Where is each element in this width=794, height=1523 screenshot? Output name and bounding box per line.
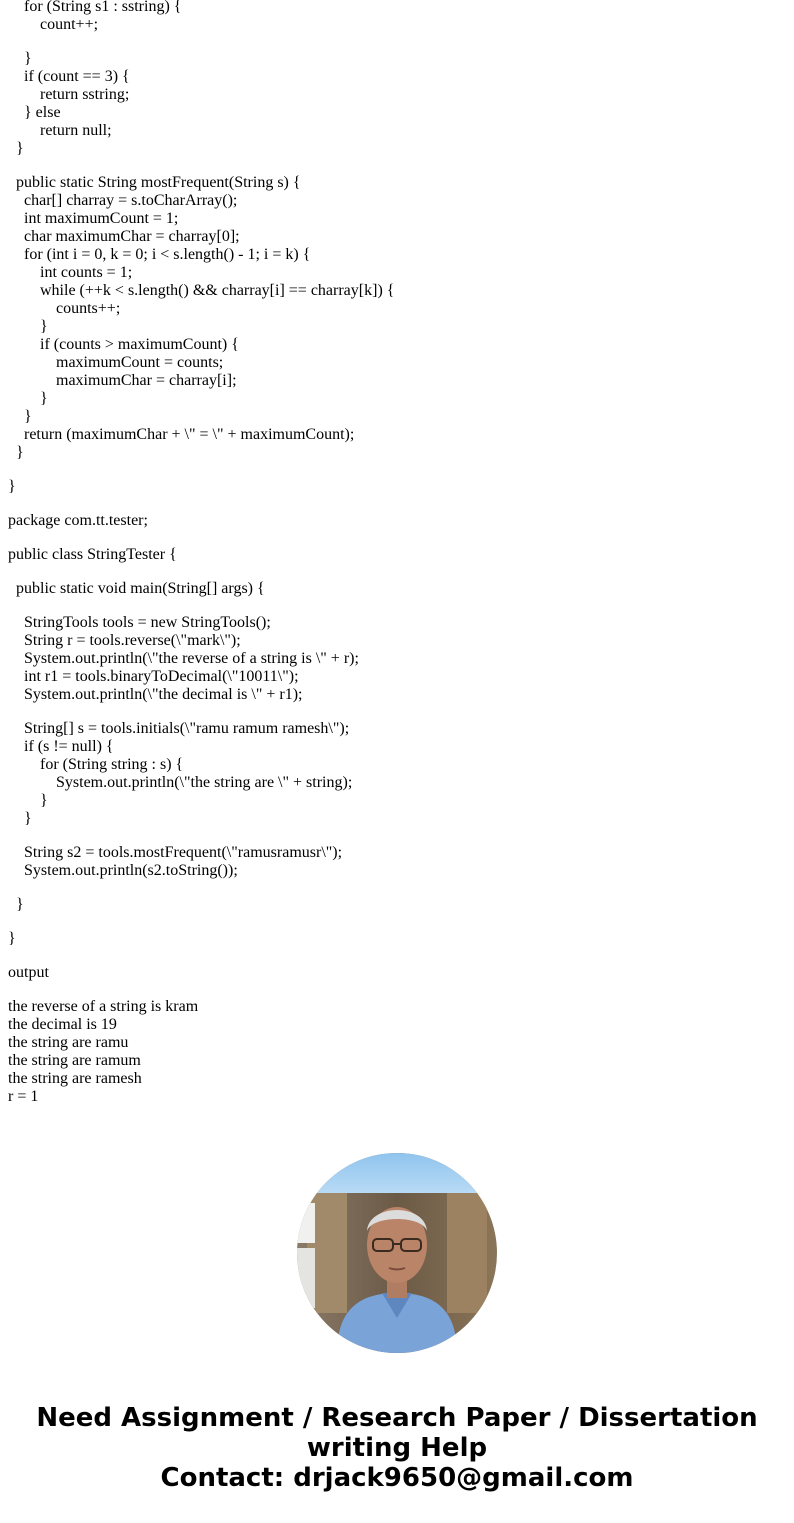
code-line: } — [8, 930, 16, 947]
code-line: } — [8, 318, 48, 335]
code-line: count++; — [8, 16, 99, 33]
footer-contact: Contact: drjack9650@gmail.com — [160, 1463, 634, 1493]
code-line: public class StringTester { — [8, 546, 177, 563]
code-line: public static String mostFrequent(String s) { — [8, 174, 301, 191]
code-line: if (counts > maximumCount) { — [8, 336, 239, 353]
code-line: for (int i = 0, k = 0; i < s.length() - 1; i = k) { — [8, 246, 311, 263]
blank-line — [8, 948, 788, 964]
code-line: } — [8, 896, 24, 913]
blank-line — [8, 880, 788, 896]
blank-line — [8, 828, 788, 844]
code-line: while (++k < s.length() && charray[i] == charray[k]) { — [8, 282, 395, 299]
code-line: the decimal is 19 — [8, 1016, 117, 1033]
code-line: } — [8, 50, 32, 67]
code-line: String[] s = tools.initials(\"ramu ramum ramesh\"); — [8, 720, 350, 737]
code-line: the string are ramu — [8, 1034, 129, 1051]
code-line: StringTools tools = new StringTools(); — [8, 614, 271, 631]
blank-line — [8, 34, 788, 50]
code-line: int counts = 1; — [8, 264, 133, 281]
code-line: counts++; — [8, 300, 121, 317]
code-line: } — [8, 140, 24, 157]
code-line: if (s != null) { — [8, 738, 114, 755]
code-line: } else — [8, 104, 61, 121]
code-line: public static void main(String[] args) { — [8, 580, 265, 597]
code-line: for (String s1 : sstring) { — [8, 0, 182, 15]
footer-ad — [0, 1403, 794, 1493]
code-line: return null; — [8, 122, 112, 139]
code-line: System.out.println(\"the reverse of a string is \" + r); — [8, 650, 359, 667]
code-line: String r = tools.reverse(\"mark\"); — [8, 632, 241, 649]
code-line: } — [8, 444, 24, 461]
code-line: System.out.println(\"the decimal is \" + r1); — [8, 686, 303, 703]
blank-line — [8, 158, 788, 174]
code-line: } — [8, 810, 32, 827]
footer-line-1: Need Assignment / Research Paper / Dissertation — [36, 1403, 758, 1433]
code-line: the string are ramum — [8, 1052, 141, 1069]
code-line: maximumCount = counts; — [8, 354, 224, 371]
code-line: the reverse of a string is kram — [8, 998, 199, 1015]
code-line: char[] charray = s.toCharArray(); — [8, 192, 238, 209]
footer-line-2: writing Help — [306, 1433, 488, 1463]
code-line: if (count == 3) { — [8, 68, 130, 85]
code-line: } — [8, 792, 48, 809]
blank-line — [8, 598, 788, 614]
code-line: for (String string : s) { — [8, 756, 184, 773]
code-line: char maximumChar = charray[0]; — [8, 228, 240, 245]
portrait-icon — [297, 1153, 497, 1353]
blank-line — [8, 462, 788, 478]
blank-line — [8, 914, 788, 930]
code-line: } — [8, 408, 32, 425]
code-line: int maximumCount = 1; — [8, 210, 179, 227]
blank-line — [8, 496, 788, 512]
code-line: r = 1 — [8, 1088, 39, 1105]
code-line: the string are ramesh — [8, 1070, 142, 1087]
code-line: package com.tt.tester; — [8, 512, 148, 529]
blank-line — [8, 704, 788, 720]
blank-line — [8, 530, 788, 546]
blank-line — [8, 982, 788, 998]
code-line: maximumChar = charray[i]; — [8, 372, 237, 389]
code-line: } — [8, 478, 16, 495]
code-line: } — [8, 390, 48, 407]
code-line: return sstring; — [8, 86, 130, 103]
author-photo — [297, 1153, 497, 1353]
code-line: return (maximumChar + \" = \" + maximumCount); — [8, 426, 355, 443]
code-line: System.out.println(s2.toString()); — [8, 862, 238, 879]
code-line: output — [8, 964, 49, 981]
code-line: String s2 = tools.mostFrequent(\"ramusramusr\"); — [8, 844, 343, 861]
code-line: System.out.println(\"the string are \" + string); — [8, 774, 353, 791]
code-line: int r1 = tools.binaryToDecimal(\"10011\"); — [8, 668, 299, 685]
code-listing — [8, 0, 788, 1106]
blank-line — [8, 564, 788, 580]
